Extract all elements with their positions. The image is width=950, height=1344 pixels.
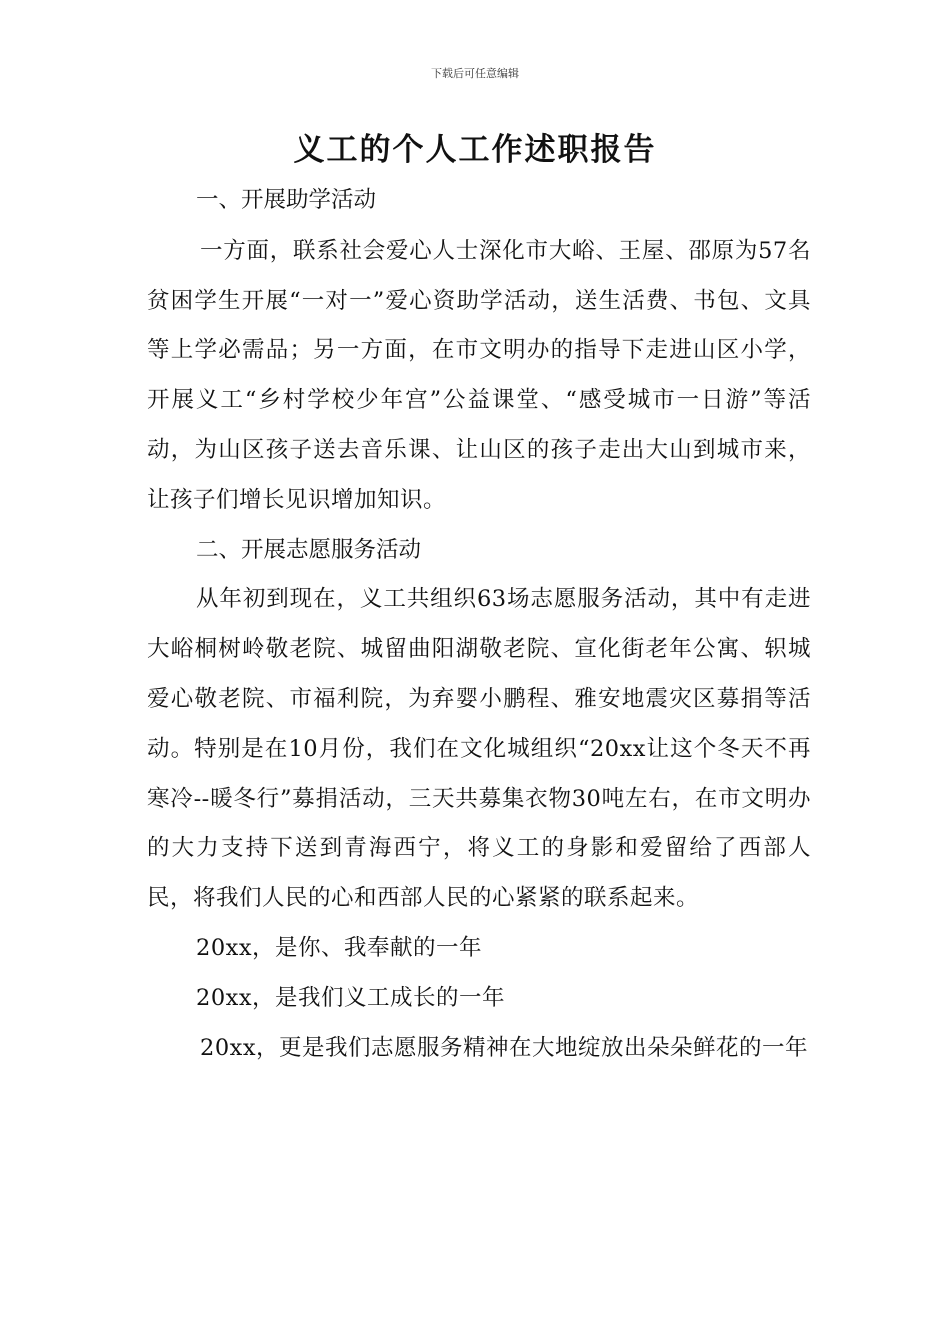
section-paragraph-2: 从年初到现在，义工共组织63场志愿服务活动，其中有走进大峪桐树岭敬老院、城留曲阳湖敬老院、宣化街老年公寓、轵城爱心敬老院、市福利院，为弃婴小鹏程、雅安地震灾区募捐等活动。特别是在10月份，我们在文化城组织“20xx让这个冬天不再寒冷--暖冬行”募捐活动，三天共募集衣物30吨左右，在市文明办的大力支持下送到青海西宁，将义工的身影和爱留给了西部人民，将我们人民的心和西部人民的心紧紧的联系起来。	[147, 586, 811, 912]
closing-line-2: 20xx，是我们义工成长的一年	[196, 984, 506, 1011]
document-body	[147, 176, 811, 1073]
section-heading-1: 一、开展助学活动	[196, 187, 377, 213]
header-note: 下载后可任意编辑	[431, 67, 519, 80]
closing-line-1: 20xx，是你、我奉献的一年	[196, 934, 483, 961]
section-paragraph-1: 一方面，联系社会爱心人士深化市大峪、王屋、邵原为57名贫困学生开展“一对一”爱心资助学活动，送生活费、书包、文具等上学必需品；另一方面，在市文明办的指导下走进山区小学，开展义工“乡村学校少年宫”公益课堂、“感受城市一日游”等活动，为山区孩子送去音乐课、让山区的孩子走出大山到城市来，让孩子们增长见识增加知识。	[147, 237, 811, 513]
closing-line-3: 20xx，更是我们志愿服务精神在大地绽放出朵朵鲜花的一年	[200, 1034, 809, 1061]
document-title: 义工的个人工作述职报告	[293, 132, 657, 168]
section-heading-2: 二、开展志愿服务活动	[196, 536, 422, 563]
